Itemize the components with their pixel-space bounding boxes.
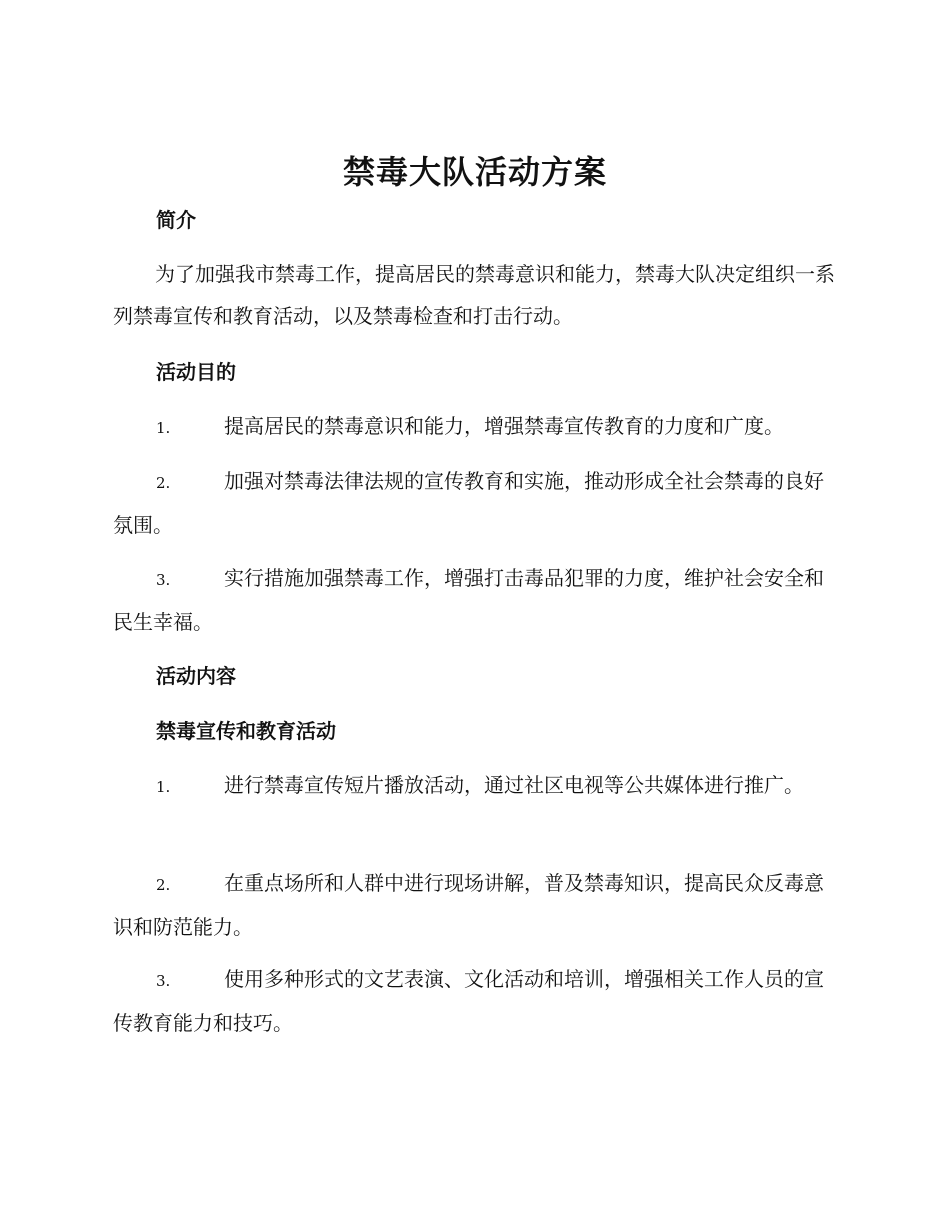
purpose-list-item	[113, 460, 835, 546]
list-item-text: 进行禁毒宣传短片播放活动，通过社区电视等公共媒体进行推广。	[224, 773, 804, 797]
list-item-text: 使用多种形式的文艺表演、文化活动和培训，增强相关工作人员的宣传教育能力和技巧。	[113, 967, 824, 1035]
list-item-number: 3.	[156, 571, 171, 589]
list-item-text: 在重点场所和人群中进行现场讲解，普及禁毒知识，提高民众反毒意识和防范能力。	[113, 871, 824, 939]
intro-paragraph: 为了加强我市禁毒工作，提高居民的禁毒意识和能力，禁毒大队决定组织一系列禁毒宣传和教育活动，以及禁毒检查和打击行动。	[113, 262, 835, 328]
section-heading-intro: 简介	[156, 208, 196, 232]
list-item-text: 实行措施加强禁毒工作，增强打击毒品犯罪的力度，维护社会安全和民生幸福。	[113, 566, 824, 634]
content-list-item	[113, 764, 835, 808]
list-item-number: 1.	[156, 778, 171, 796]
content-list-item	[113, 958, 835, 1044]
purpose-list-item	[113, 557, 835, 643]
list-item-number: 1.	[156, 419, 171, 437]
list-item-number: 2.	[156, 474, 171, 492]
list-item-number: 3.	[156, 972, 171, 990]
document-title: 禁毒大队活动方案	[342, 153, 607, 191]
purpose-list-item	[113, 405, 835, 449]
list-item-text: 提高居民的禁毒意识和能力，增强禁毒宣传教育的力度和广度。	[224, 414, 784, 438]
list-item-text: 加强对禁毒法律法规的宣传教育和实施，推动形成全社会禁毒的良好氛围。	[113, 469, 824, 537]
list-item-number: 2.	[156, 876, 171, 894]
section-heading-content: 活动内容	[156, 664, 236, 688]
section-subheading-education: 禁毒宣传和教育活动	[156, 719, 336, 743]
content-list-item	[113, 862, 835, 948]
section-heading-purpose: 活动目的	[156, 360, 236, 384]
